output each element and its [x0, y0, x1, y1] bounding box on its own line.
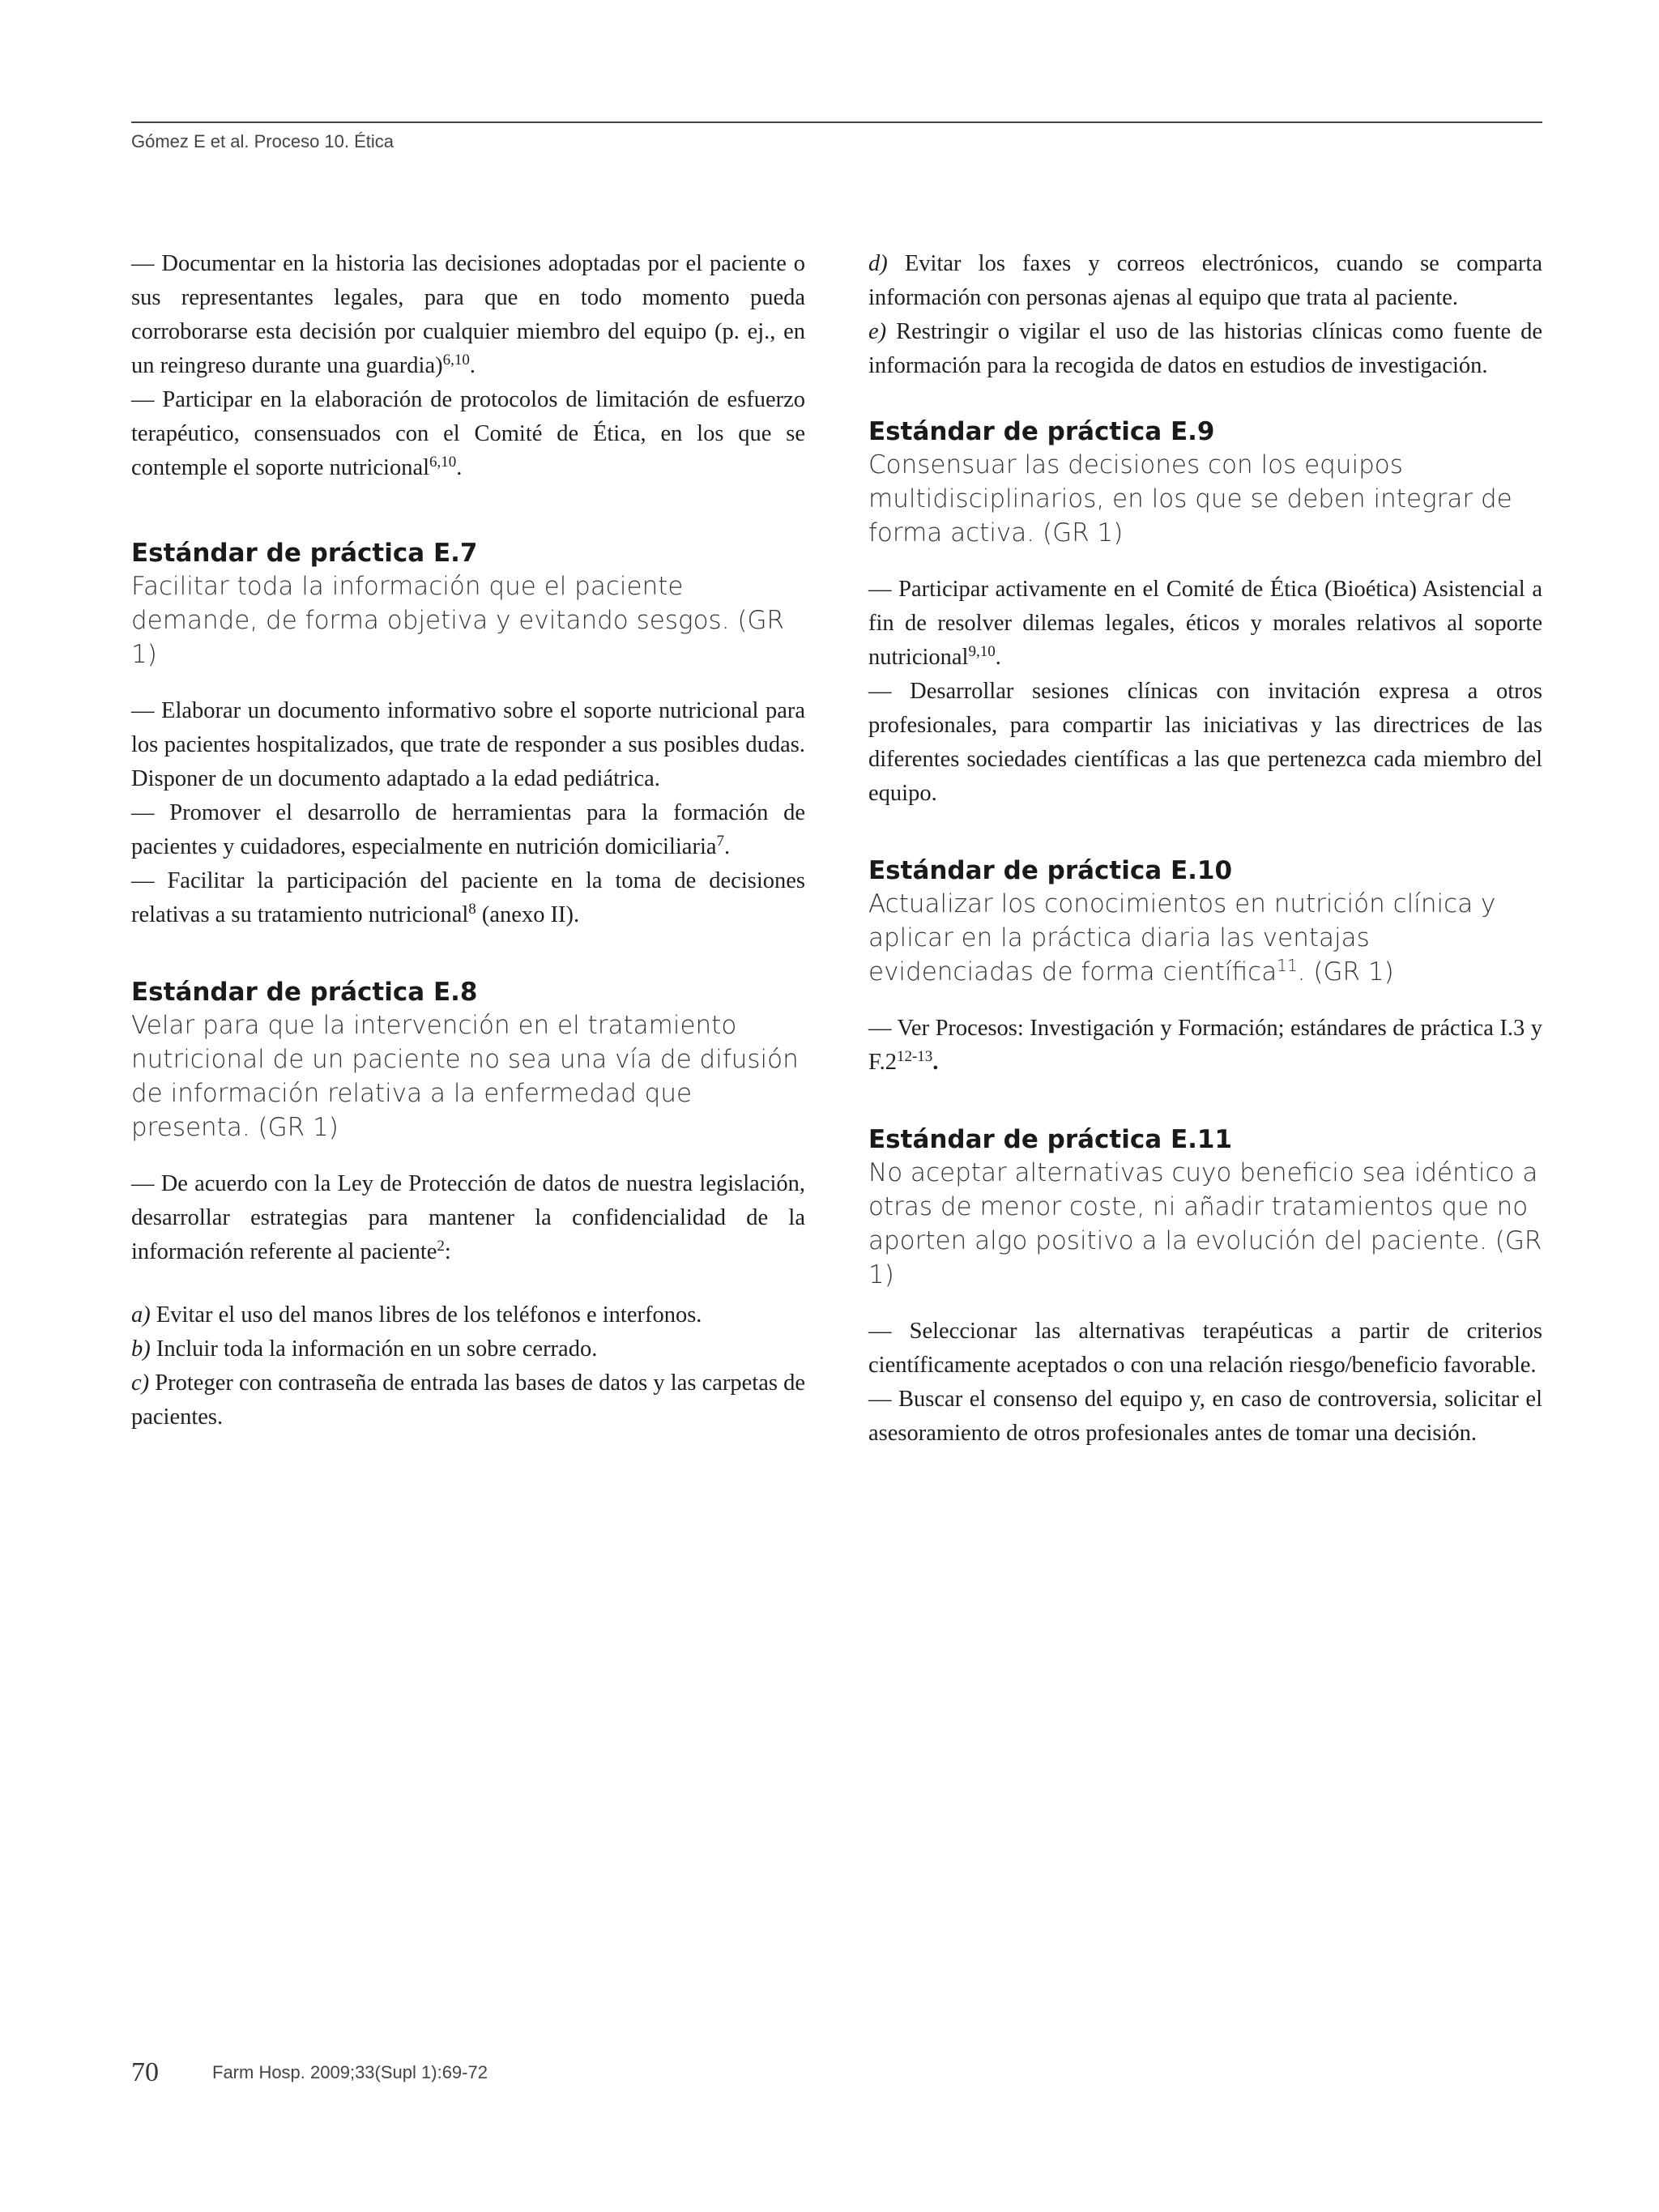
paragraph: — Documentar en la historia las decisiones adoptadas por el paciente o sus representantes legales, para que en todo momento pueda corroborarse esta decisión por cualquier miembro del equipo (p. ej., en un reingreso durante una guardia)$^{6,10}$.	[131, 251, 805, 378]
list-item: c) Proteger con contraseña de entrada las bases de datos y las carpetas de pacientes.	[131, 1370, 805, 1430]
list-item: b) Incluir toda la información en un sobre cerrado.	[131, 1336, 598, 1362]
paragraph: — Ver Procesos: Investigación y Formación; estándares de práctica I.3 y F.2$^{12-13}$.	[868, 1016, 1542, 1075]
left-column	[131, 247, 805, 1434]
header-rule	[131, 121, 1542, 123]
section-heading: Estándar de práctica E.9	[868, 417, 1215, 446]
section-statement: Actualizar los conocimientos en nutrición clínica y aplicar en la práctica diaria las ventajas evidenciadas de forma científica$^{11}$. (GR 1)	[868, 889, 1496, 987]
list-item: e) Restringir o vigilar el uso de las historias clínicas como fuente de información para la recogida de datos en estudios de investigación.	[868, 319, 1542, 378]
paragraph: — Promover el desarrollo de herramientas para la formación de pacientes y cuidadores, especialmente en nutrición domiciliaria$^7$.	[131, 800, 805, 859]
page-number: 70	[131, 2057, 159, 2087]
section-statement: Velar para que la intervención en el tratamiento nutricional de un paciente no sea una vía de difusión de información relativa a la enfermedad que presenta. (GR 1)	[131, 1011, 799, 1142]
paragraph: — De acuerdo con la Ley de Protección de datos de nuestra legislación, desarrollar estrategias para mantener la confidencialidad de la información referente al paciente$^2$:	[131, 1171, 805, 1264]
section-heading: Estándar de práctica E.10	[868, 856, 1233, 885]
section-heading: Estándar de práctica E.8	[131, 978, 478, 1007]
paragraph: — Participar activamente en el Comité de Ética (Bioética) Asistencial a fin de resolver dilemas legales, éticos y morales relativos al soporte nutricional$^{9,10}$.	[868, 577, 1542, 670]
list-item: d) Evitar los faxes y correos electrónicos, cuando se comparta información con personas ajenas al equipo que trata al paciente.	[868, 251, 1542, 310]
list-item: a) Evitar el uso del manos libres de los teléfonos e interfonos.	[131, 1302, 702, 1328]
section-statement: Facilitar toda la información que el paciente demande, de forma objetiva y evitando sesgos. (GR 1)	[131, 572, 785, 669]
paragraph: — Desarrollar sesiones clínicas con invitación expresa a otros profesionales, para compartir las iniciativas y las directrices de las diferentes sociedades científicas a las que pertenezca cada miembro del equipo.	[868, 679, 1542, 806]
section-statement: Consensuar las decisiones con los equipos multidisciplinarios, en los que se deben integrar de forma activa. (GR 1)	[868, 450, 1512, 548]
paragraph: — Seleccionar las alternativas terapéuticas a partir de criterios científicamente aceptados o con una relación riesgo/beneficio favorable.	[868, 1319, 1542, 1378]
section-statement: No aceptar alternativas cuyo beneficio sea idéntico a otras de menor coste, ni añadir tratamientos que no aporten algo positivo a la evolución del paciente. (GR 1)	[868, 1158, 1542, 1289]
right-column	[868, 247, 1542, 1451]
paragraph: — Facilitar la participación del paciente en la toma de decisiones relativas a su tratamiento nutricional$^8$ (anexo II).	[131, 868, 805, 927]
section-heading: Estándar de práctica E.7	[131, 539, 478, 568]
running-header: Gómez E et al. Proceso 10. Ética	[131, 131, 394, 151]
paragraph: — Elaborar un documento informativo sobre el soporte nutricional para los pacientes hospitalizados, que trate de responder a sus posibles dudas. Disponer de un documento adaptado a la edad pediátrica.	[131, 698, 805, 791]
section-heading: Estándar de práctica E.11	[868, 1125, 1233, 1154]
journal-citation: Farm Hosp. 2009;33(Supl 1):69-72	[212, 2062, 488, 2082]
paragraph: — Buscar el consenso del equipo y, en caso de controversia, solicitar el asesoramiento de otros profesionales antes de tomar una decisión.	[868, 1387, 1542, 1446]
paragraph: — Participar en la elaboración de protocolos de limitación de esfuerzo terapéutico, consensuados con el Comité de Ética, en los que se contemple el soporte nutricional$^{6,10}$.	[131, 387, 805, 480]
